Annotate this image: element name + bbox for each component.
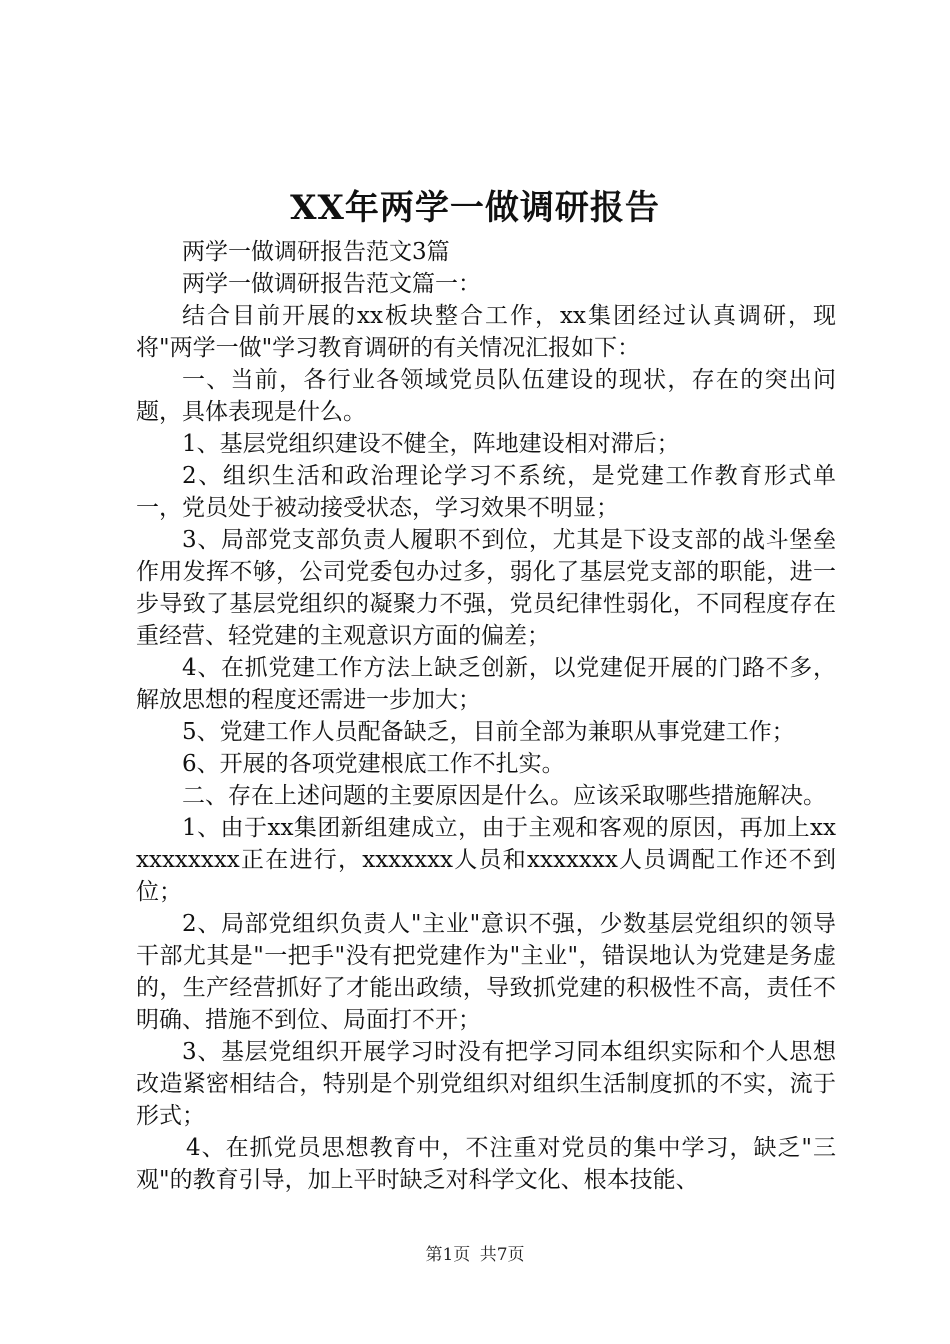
- paragraph: 一、当前，各行业各领域党员队伍建设的现状，存在的突出问题，具体表现是什么。: [136, 367, 836, 425]
- paragraph: 6、开展的各项党建根底工作不扎实。: [182, 751, 565, 777]
- page-footer: [0, 1243, 950, 1267]
- paragraph: 1、由于xx集团新组建成立，由于主观和客观的原因，再加上xxxxxxxxxx正在进行，xxxxxxx人员和xxxxxxx人员调配工作还不到位；: [136, 815, 836, 905]
- paragraph: 两学一做调研报告范文篇一：: [182, 271, 481, 297]
- page-total: 共7页: [479, 1245, 525, 1265]
- paragraph: 3、局部党支部负责人履职不到位，尤其是下设支部的战斗堡垒作用发挥不够，公司党委包办过多，弱化了基层党支部的职能，进一步导致了基层党组织的凝聚力不强，党员纪律性弱化，不同程度存在重经营、轻党建的主观意识方面的偏差；: [136, 527, 836, 649]
- paragraph: 2、局部党组织负责人"主业"意识不强，少数基层党组织的领导干部尤其是"一把手"没有把党建作为"主业"，错误地认为党建是务虚的，生产经营抓好了才能出政绩，导致抓党建的积极性不高，责任不明确、措施不到位、局面打不开；: [136, 911, 836, 1033]
- paragraph: 3、基层党组织开展学习时没有把学习同本组织实际和个人思想改造紧密相结合，特别是个别党组织对组织生活制度抓的不实，流于形式；: [136, 1039, 836, 1129]
- paragraph: 两学一做调研报告范文3篇: [182, 239, 450, 265]
- paragraph: 结合目前开展的xx板块整合工作，xx集团经过认真调研，现将"两学一做"学习教育调研的有关情况汇报如下：: [136, 303, 836, 361]
- document-title: XX年两学一做调研报告: [290, 188, 660, 228]
- page-number: 第1页: [425, 1245, 471, 1265]
- paragraph: 2、组织生活和政治理论学习不系统，是党建工作教育形式单一，党员处于被动接受状态，学习效果不明显；: [136, 463, 836, 521]
- paragraph: 5、党建工作人员配备缺乏，目前全部为兼职从事党建工作；: [182, 719, 795, 745]
- paragraph: 4、在抓党员思想教育中，不注重对党员的集中学习，缺乏"三观"的教育引导，加上平时缺乏对科学文化、根本技能、: [136, 1135, 836, 1193]
- paragraph: 二、存在上述问题的主要原因是什么。应该采取哪些措施解决。: [182, 783, 826, 809]
- document-body: [136, 236, 836, 1196]
- paragraph: 1、基层党组织建设不健全，阵地建设相对滞后；: [182, 431, 680, 457]
- paragraph: 4、在抓党建工作方法上缺乏创新，以党建促开展的门路不多，解放思想的程度还需进一步加大；: [136, 655, 836, 713]
